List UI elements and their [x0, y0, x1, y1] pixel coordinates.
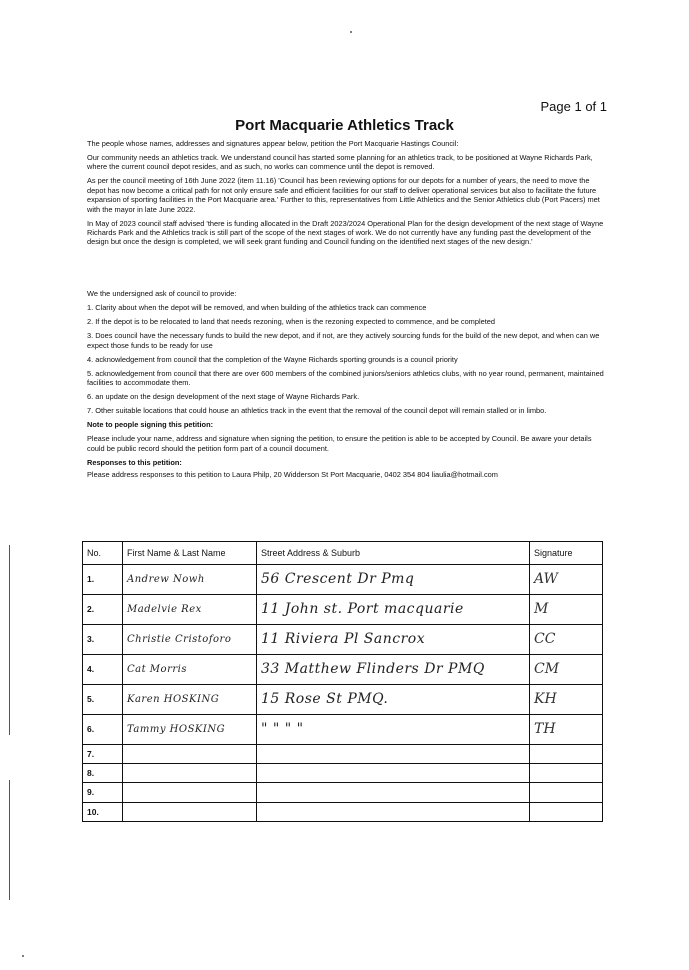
row-number: 8. — [83, 763, 123, 782]
signer-signature: TH — [530, 714, 603, 744]
note-text: Please include your name, address and signature when signing the petition, to ensure the petition is able to be accepted by Council. Be aware your details could be public record should the petition form part of a council document. — [87, 434, 592, 453]
scan-dot — [350, 31, 352, 33]
signer-name — [123, 783, 257, 802]
table-row — [83, 565, 603, 595]
paragraph-funding: In May of 2023 council staff advised 'there is funding allocated in the Draft 2023/2024 Operational Plan for the design development of the next stage of Wayne Richards Park and the Athletics track is still part of the scope of the next stages of work. We do not currently have any funding past the development of the design but once the design is completed, we will seek grant funding and Council funding on the identified next stages of the new design.' — [87, 218, 604, 247]
row-number: 4. — [83, 654, 123, 684]
scan-margin-line — [9, 780, 10, 900]
signer-name: Andrew Nowh — [123, 565, 257, 595]
signer-name: Tammy HOSKING — [123, 714, 257, 744]
signer-address — [257, 763, 530, 782]
table-row — [83, 802, 603, 821]
ask-item-6: 6. an update on the design development of the next stage of Wayne Richards Park. — [87, 392, 360, 402]
signer-name: Cat Morris — [123, 654, 257, 684]
ask-item-7: 7. Other suitable locations that could house an athletics track in the event that the removal of the council depot will remain stalled or in limbo. — [87, 406, 547, 416]
signer-address — [257, 783, 530, 802]
header-signature: Signature — [530, 542, 603, 565]
signer-address: 11 Riviera Pl Sancrox — [257, 624, 530, 654]
row-number: 1. — [83, 565, 123, 595]
scan-dot — [22, 955, 24, 957]
signature-table — [82, 541, 603, 822]
signer-signature: AW — [530, 565, 603, 595]
page-number: Page 1 of 1 — [540, 99, 607, 114]
header-no: No. — [83, 542, 123, 565]
row-number: 5. — [83, 684, 123, 714]
table-header-row — [83, 542, 603, 565]
table-row — [83, 684, 603, 714]
signer-name: Madelvie Rex — [123, 594, 257, 624]
page-title: Port Macquarie Athletics Track — [235, 117, 454, 134]
row-number: 2. — [83, 594, 123, 624]
table-row — [83, 654, 603, 684]
signer-name — [123, 802, 257, 821]
petition-body — [87, 139, 607, 484]
signer-signature — [530, 802, 603, 821]
row-number: 7. — [83, 744, 123, 763]
table-row — [83, 763, 603, 782]
signer-address: 33 Matthew Flinders Dr PMQ — [257, 654, 530, 684]
signer-signature — [530, 744, 603, 763]
scan-margin-line — [9, 545, 10, 735]
ask-item-1: 1. Clarity about when the depot will be removed, and when building of the athletics track can commence — [87, 303, 427, 313]
table-row — [83, 594, 603, 624]
signer-signature — [530, 783, 603, 802]
signer-signature — [530, 763, 603, 782]
paragraph-need: Our community needs an athletics track. We understand council has started some planning for an athletics track, to be positioned at Wayne Richards Park, where the current council depot resides, and as such, no works can commence until the depot is removed. — [87, 153, 593, 172]
note-heading: Note to people signing this petition: — [87, 420, 214, 430]
header-name: First Name & Last Name — [123, 542, 257, 565]
row-number: 9. — [83, 783, 123, 802]
ask-item-5: 5. acknowledgement from council that there are over 600 members of the combined juniors/seniors athletics clubs, with no year round, permanent, maintained facilities to accommodate them. — [87, 368, 604, 388]
signer-name — [123, 744, 257, 763]
signer-signature: CC — [530, 624, 603, 654]
responses-text: Please address responses to this petition to Laura Philp, 20 Widderson St Port Macquarie, 0402 354 804 liaulia@hotmail.com — [87, 469, 498, 479]
ask-intro: We the undersigned ask of council to provide: — [87, 289, 237, 299]
header-address: Street Address & Suburb — [257, 542, 530, 565]
signer-name — [123, 763, 257, 782]
paragraph-council-meeting: As per the council meeting of 16th June 2022 (item 11.16) 'Council has been reviewing options for our depots for a number of years, the need to move the depot has now become a critical path for not only ensure safe and efficient facilities for our staff to deliver operational services but also to facilitate the future expansion of sporting facilities in the Port Macquarie area.' Further to this, representatives from Little Athletics and the Senior Athletics club (Port Pacers) met with the mayor in late June 2022. — [87, 176, 600, 214]
table-row — [83, 783, 603, 802]
signer-signature: KH — [530, 684, 603, 714]
row-number: 6. — [83, 714, 123, 744]
row-number: 3. — [83, 624, 123, 654]
signer-address: 56 Crescent Dr Pmq — [257, 565, 530, 595]
signer-address — [257, 802, 530, 821]
ask-item-3: 3. Does council have the necessary funds to build the new depot, and if not, are they actively sourcing funds for the build of the new depot, and when can we expect those funds to be ready for use — [87, 331, 600, 350]
petition-intro: The people whose names, addresses and signatures appear below, petition the Port Macquarie Hastings Council: — [87, 139, 459, 148]
signer-address: 11 John st. Port macquarie — [257, 594, 530, 624]
table-row — [83, 714, 603, 744]
ask-item-2: 2. If the depot is to be relocated to land that needs rezoning, when is the rezoning expected to commence, and be completed — [87, 317, 495, 327]
signer-address: " " " " — [257, 714, 530, 744]
signer-name: Karen HOSKING — [123, 684, 257, 714]
signer-signature: CM — [530, 654, 603, 684]
table-row — [83, 624, 603, 654]
signer-name: Christie Cristoforo — [123, 624, 257, 654]
row-number: 10. — [83, 802, 123, 821]
ask-item-4: 4. acknowledgement from council that the completion of the Wayne Richards sporting grounds is a council priority — [87, 354, 458, 364]
signer-signature: M — [530, 594, 603, 624]
table-row — [83, 744, 603, 763]
signer-address — [257, 744, 530, 763]
responses-heading: Responses to this petition: — [87, 457, 182, 467]
signer-address: 15 Rose St PMQ. — [257, 684, 530, 714]
